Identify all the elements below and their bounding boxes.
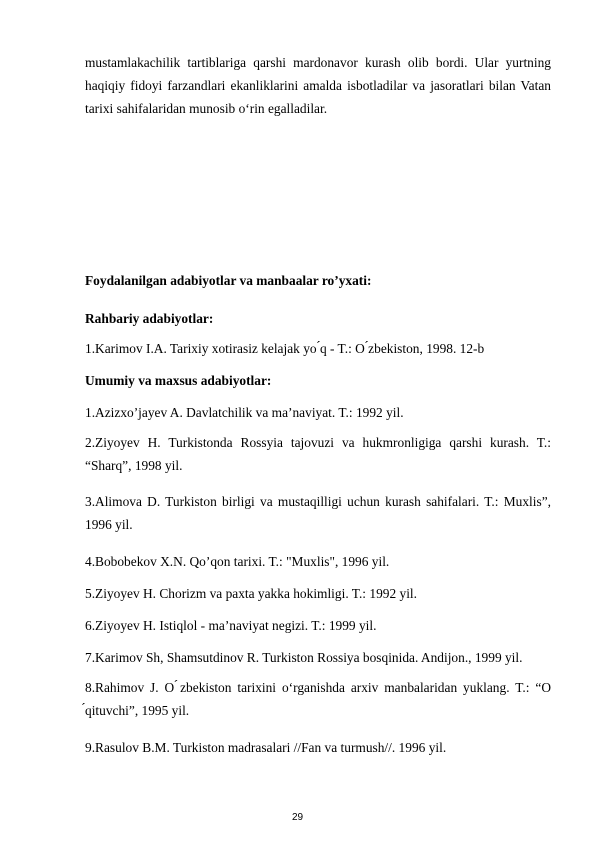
- reference-item-9: 9.Rasulov B.M. Turkiston madrasalari //Fan va turmush//. 1996 yil.: [85, 740, 447, 755]
- page-number: 29: [291, 812, 304, 823]
- reference-item-2: 2.Ziyoyev H. Turkistonda Rossyia tajovuzi va hukmronligiga qarshi kurash. T.: “Sharq”, 1998 yil.: [85, 435, 551, 473]
- reference-item-4: 4.Bobobekov X.N. Qo’qon tarixi. T.: "Muxlis", 1996 yil.: [85, 554, 390, 569]
- intro-paragraph: mustamlakachilik tartiblariga qarshi mardonavor kurash olib bordi. Ular yurtning haqiqiy fidoyi farzandlari ekanliklarini amalda isbotladilar va jasoratlari bilan Vatan tarixi sahifalaridan munosib o‘rin egalladilar.: [85, 55, 551, 116]
- section-title: Foydalanilgan adabiyotlar va manbaalar ro’yxati:: [85, 273, 372, 288]
- general-literature-heading: Umumiy va maxsus adabiyotlar:: [85, 373, 272, 388]
- guiding-literature-heading: Rahbariy adabiyotlar:: [85, 311, 214, 326]
- guiding-reference-1: 1.Karimov I.A. Tarixiy xotirasiz kelajak yo ́q - T.: O ́zbekiston, 1998. 12-b: [85, 341, 485, 356]
- reference-item-7: 7.Karimov Sh, Shamsutdinov R. Turkiston Rossiya bosqinida. Andijon., 1999 yil.: [85, 650, 523, 665]
- reference-item-5: 5.Ziyoyev H. Chorizm va paxta yakka hokimligi. T.: 1992 yil.: [85, 586, 417, 601]
- reference-item-3: 3.Alimova D. Turkiston birligi va mustaqilligi uchun kurash sahifalari. T.: Muxlis”, 1996 yil.: [85, 494, 551, 532]
- reference-item-1: 1.Azizxo’jayev A. Davlatchilik va ma’naviyat. T.: 1992 yil.: [85, 405, 404, 420]
- reference-item-8: 8.Rahimov J. O ́zbekiston tarixini o‘rganishda arxiv manbalaridan yuklang. T.: “O ́qituvchi”, 1995 yil.: [85, 680, 551, 718]
- reference-item-6: 6.Ziyoyev H. Istiqlol - ma’naviyat negizi. T.: 1999 yil.: [85, 618, 377, 633]
